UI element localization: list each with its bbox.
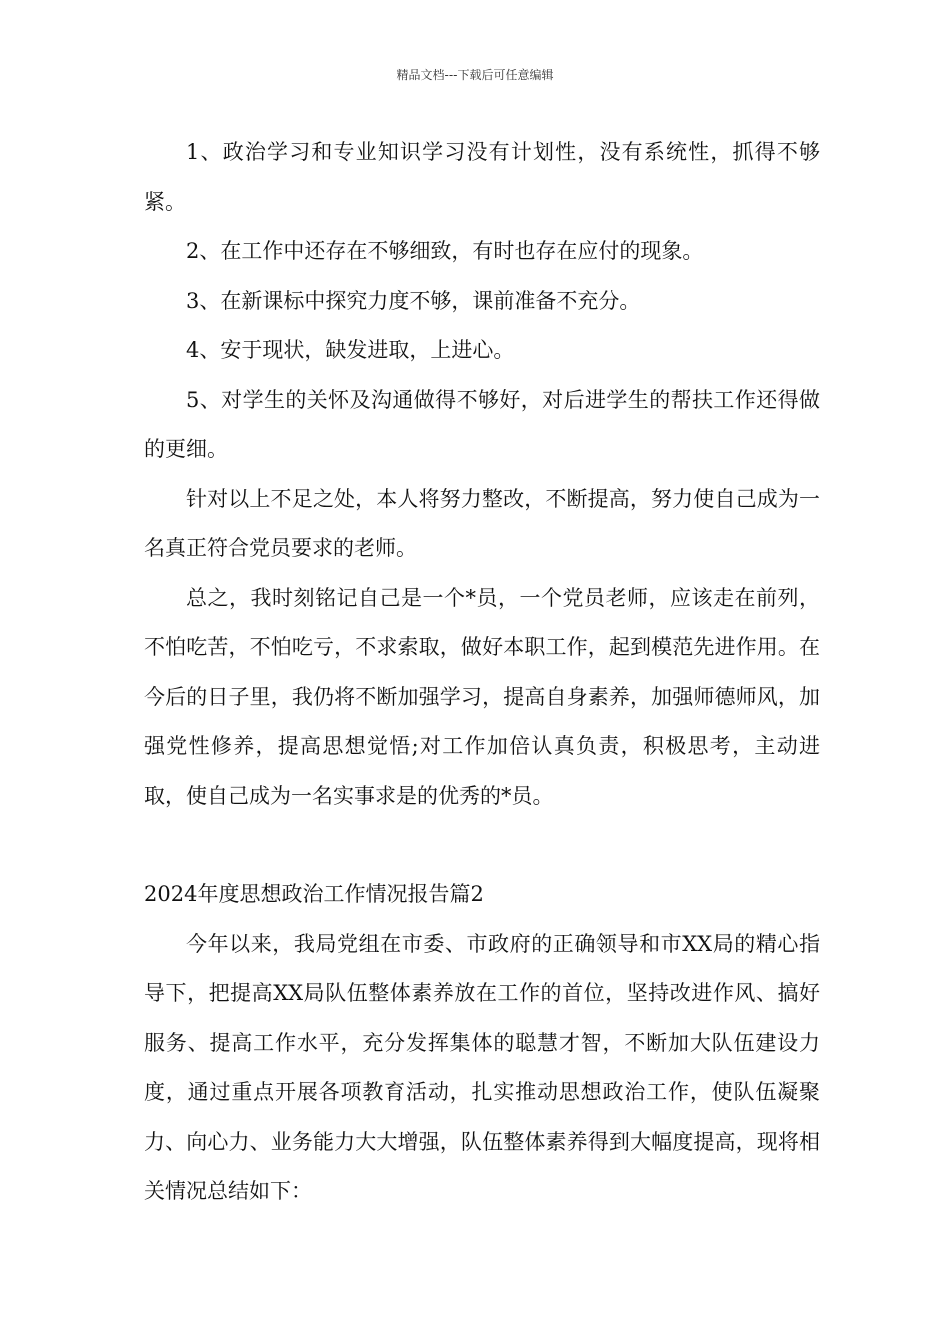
document-body bbox=[144, 128, 820, 1217]
section-gap bbox=[144, 821, 820, 870]
paragraph-shortcoming-3: 3、在新课标中探究力度不够，课前准备不充分。 bbox=[186, 288, 641, 313]
paragraph-shortcoming-2: 2、在工作中还存在不够细致，有时也存在应付的现象。 bbox=[186, 239, 704, 263]
paragraph-shortcoming-4: 4、安于现状，缺发进取，上进心。 bbox=[186, 338, 515, 362]
paragraph-section2-intro: 今年以来，我局党组在市委、市政府的正确领导和市XX局的精心指导下，把提高XX局队伍整体素养放在工作的首位，坚持改进作风、搞好服务、提高工作水平，充分发挥集体的聪慧才智，不断加大队伍建设力度，通过重点开展各项教育活动，扎实推动思想政治工作，使队伍凝聚力、向心力、业务能力大大增强，队伍整体素养得到大幅度提高，现将相关情况总结如下： bbox=[144, 931, 820, 1203]
paragraph-shortcoming-5: 5、对学生的关怀及沟通做得不够好，对后进学生的帮扶工作还得做的更细。 bbox=[144, 387, 820, 461]
page-header: 精品文档---下载后可任意编辑 bbox=[396, 68, 554, 82]
paragraph-conclusion: 总之，我时刻铭记自己是一个*员，一个党员老师，应该走在前列，不怕吃苦，不怕吃亏，不求索取，做好本职工作，起到模范先进作用。在今后的日子里，我仍将不断加强学习，提高自身素养，加强师德师风，加强党性修养，提高思想觉悟;对工作加倍认真负责，积极思考，主动进取，使自己成为一名实事求是的优秀的*员。 bbox=[144, 585, 820, 808]
paragraph-shortcoming-1: 1、政治学习和专业知识学习没有计划性，没有系统性，抓得不够紧。 bbox=[144, 140, 820, 214]
section-heading: 2024年度思想政治工作情况报告篇2 bbox=[144, 882, 484, 906]
paragraph-improvement: 针对以上不足之处，本人将努力整改，不断提高，努力使自己成为一名真正符合党员要求的老师。 bbox=[144, 486, 820, 560]
